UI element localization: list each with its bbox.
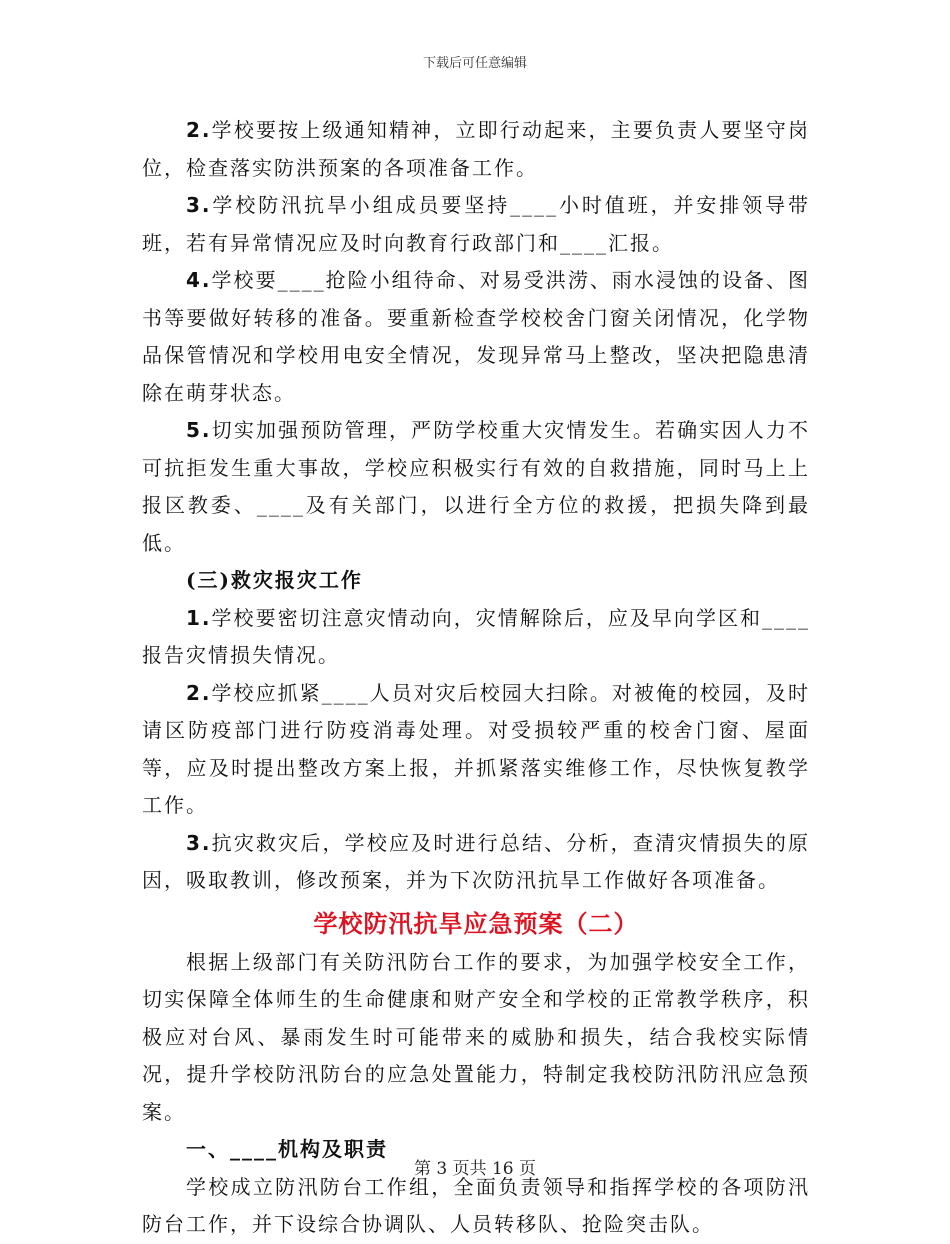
section-title: 学校防汛抗旱应急预案（二） xyxy=(313,908,639,938)
body-paragraph: 3.学校防汛抗旱小组成员要坚持____小时值班，并安排领导带班，若有异常情况应及时向教育行政部门和____汇报。 xyxy=(142,193,810,255)
page-footer: 第 3 页共 16 页 xyxy=(413,1159,537,1179)
body-paragraph: 2.学校应抓紧____人员对灾后校园大扫除。对被俺的校园，及时请区防疫部门进行防疫消毒处理。对受损较严重的校舍门窗、屋面等，应及时提出整改方案上报，并抓紧落实维修工作，尽快恢复教学工作。 xyxy=(142,680,810,817)
section-one-paragraphs xyxy=(142,112,810,900)
body-paragraph: 4.学校要____抢险小组待命、对易受洪涝、雨水浸蚀的设备、图书等要做好转移的准备。要重新检查学校校舍门窗关闭情况，化学物品保管情况和学校用电安全情况，发现异常马上整改，坚决把隐患清除在萌芽状态。 xyxy=(142,268,810,405)
body-paragraph: 学校成立防汛防台工作组，全面负责领导和指挥学校的各项防汛防台工作，并下设综合协调队、人员转移队、抢险突击队。 xyxy=(142,1174,810,1236)
body-paragraph: 2.学校要按上级通知精神，立即行动起来，主要负责人要坚守岗位，检查落实防洪预案的各项准备工作。 xyxy=(142,118,810,180)
section-two-paragraphs xyxy=(142,944,810,1244)
body-paragraph: 根据上级部门有关防汛防台工作的要求，为加强学校安全工作，切实保障全体师生的生命健康和财产安全和学校的正常教学秩序，积极应对台风、暴雨发生时可能带来的威胁和损失，结合我校实际情况，提升学校防汛防台的应急处置能力，特制定我校防汛防汛应急预案。 xyxy=(142,949,810,1124)
section-heading: (三)救灾报灾工作 xyxy=(186,568,363,592)
section-heading: 一、____机构及职责 xyxy=(186,1137,388,1161)
body-paragraph: 1.学校要密切注意灾情动向，灾情解除后，应及早向学区和____报告灾情损失情况。 xyxy=(142,605,810,667)
body-paragraph: 5.切实加强预防管理，严防学校重大灾情发生。若确实因人力不可抗拒发生重大事故，学校应积极实行有效的自救措施，同时马上上报区教委、____及有关部门，以进行全方位的救援，把损失降到最低。 xyxy=(142,418,810,555)
page-header: 下载后可任意编辑 xyxy=(422,56,527,71)
document-body xyxy=(142,112,810,1244)
body-paragraph: 3.抗灾救灾后，学校应及时进行总结、分析，查清灾情损失的原因，吸取教训，修改预案，并为下次防汛抗旱工作做好各项准备。 xyxy=(142,830,810,892)
